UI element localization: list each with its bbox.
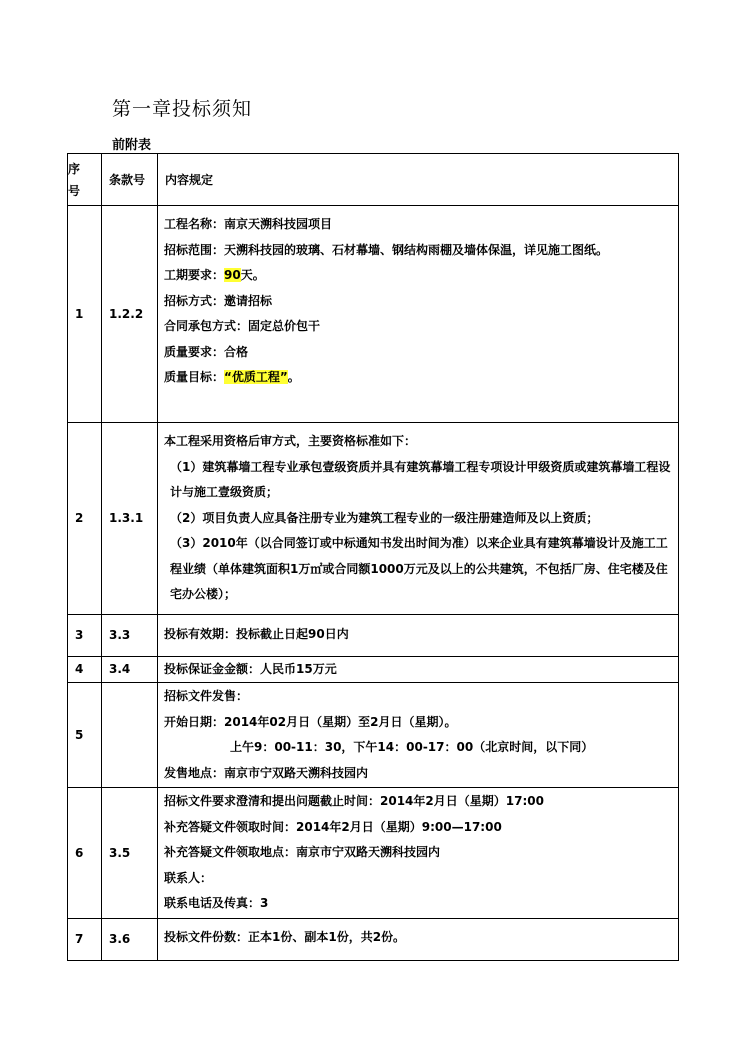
row-content [158,206,679,423]
header-no [68,154,102,206]
content-line: 招标范围：天溯科技园的玻璃、石材幕墙、钢结构雨棚及墙体保温，详见施工图纸。 [164,242,609,257]
row-clause: 1.2.2 [102,206,158,423]
table-row [68,423,679,615]
header-content: 内容规定 [158,154,679,206]
content-line: 招标文件发售： [164,689,249,703]
content-line: （1）建筑幕墙工程专业承包壹级资质并具有建筑幕墙工程专项设计甲级资质或建筑幕墙工程设计与施工壹级资质； [170,459,671,499]
content-line: 招标方式：邀请招标 [164,293,273,308]
content-line [164,365,674,391]
row-content [158,788,679,919]
content-line [164,263,674,289]
header-clause: 条款号 [102,154,158,206]
row-clause [102,683,158,788]
row-clause: 3.3 [102,614,158,656]
row-content [158,683,679,788]
chapter-title: 第一章投标须知 [112,98,253,120]
table-row [68,788,679,919]
text-segment: 工期要求： [164,268,225,282]
content-line: 投标有效期：投标截止日起90日内 [164,627,349,642]
content-line: 上午9：00-11：30，下午14：00-17：00（北京时间，以下同） [230,740,594,754]
row-clause: 3.6 [102,918,158,960]
row-content [158,918,679,960]
content-line: 招标文件要求澄清和提出问题截止时间：2014年2月日（星期）17:00 [164,794,544,808]
header-no-line1: 序 [68,161,81,176]
row-no: 2 [68,423,102,615]
content-line: 开始日期：2014年02月日（星期）至2月日（星期）。 [164,714,457,729]
row-no: 3 [68,614,102,656]
text-segment: 质量目标： [164,370,225,384]
content-line: （3）2010年（以合同签订或中标通知书发出时间为准）以来企业具有建筑幕墙设计及施工工程业绩（单体建筑面积1万㎡或合同额1000万元及以上的公共建筑，不包括厂房、住宅楼及住宅办公楼）； [170,536,668,601]
table-row [68,656,679,683]
text-segment: 。 [287,370,300,384]
highlighted-text: 90 [224,268,241,282]
row-content [158,423,679,615]
appendix-title: 前附表 [112,138,152,153]
table-row [68,918,679,960]
content-line: 投标保证金金额：人民币15万元 [164,661,337,676]
table-row [68,683,679,788]
content-line: 发售地点：南京市宁双路天溯科技园内 [164,765,369,780]
row-no: 7 [68,918,102,960]
table-header-row [68,154,679,206]
content-line: 合同承包方式：固定总价包干 [164,319,321,333]
row-no: 5 [68,683,102,788]
row-no: 1 [68,206,102,423]
content-line: （2）项目负责人应具备注册专业为建筑工程专业的一级注册建造师及以上资质； [170,510,599,525]
content-line: 补充答疑文件领取地点：南京市宁双路天溯科技园内 [164,845,441,859]
table-row [68,206,679,423]
row-content [158,614,679,656]
content-line: 投标文件份数：正本1份、副本1份，共2份。 [164,929,406,944]
content-line: 联系电话及传真：3 [164,896,269,910]
content-line: 本工程采用资格后审方式，主要资格标准如下： [164,434,417,448]
row-no: 4 [68,656,102,683]
highlighted-text: “优质工程” [224,370,288,384]
row-content [158,656,679,683]
content-line: 工程名称：南京天溯科技园项目 [164,217,333,231]
table-row [68,614,679,656]
row-clause: 3.4 [102,656,158,683]
content-line: 补充答疑文件领取时间：2014年2月日（星期）9:00—17:00 [164,819,502,834]
front-appendix-table [67,153,679,961]
row-no: 6 [68,788,102,919]
text-segment: 天。 [240,268,265,282]
row-clause: 3.5 [102,788,158,919]
row-clause: 1.3.1 [102,423,158,615]
content-line: 联系人： [164,870,213,885]
header-no-line2: 号 [68,183,81,198]
content-line: 质量要求：合格 [164,344,249,359]
